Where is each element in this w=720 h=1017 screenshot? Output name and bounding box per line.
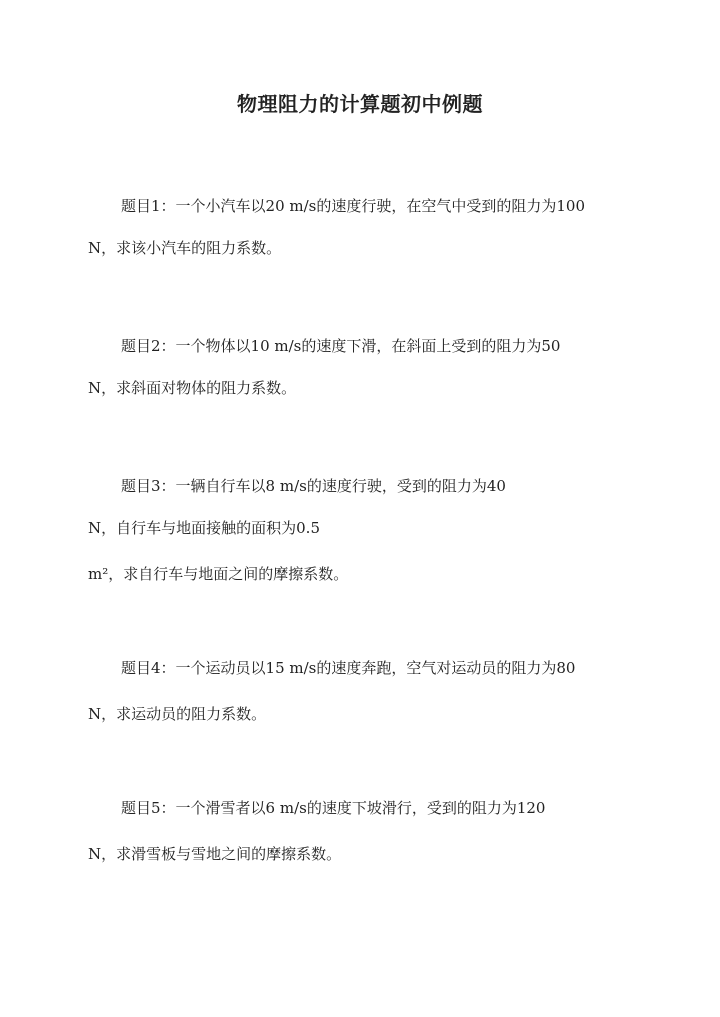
question-4-line-2: N，求运动员的阻力系数。 (88, 705, 267, 723)
question-5-line-1: 题目5：一个滑雪者以6 m/s的速度下坡滑行，受到的阻力为120 (121, 799, 546, 817)
question-5-line-2: N，求滑雪板与雪地之间的摩擦系数。 (88, 845, 342, 863)
question-3-line-2: N，自行车与地面接触的面积为0.5 (88, 519, 320, 537)
question-3-line-3: m²，求自行车与地面之间的摩擦系数。 (88, 565, 349, 583)
page-title: 物理阻力的计算题初中例题 (237, 92, 483, 116)
question-2-line-1: 题目2：一个物体以10 m/s的速度下滑，在斜面上受到的阻力为50 (121, 337, 561, 355)
question-3-line-1: 题目3：一辆自行车以8 m/s的速度行驶，受到的阻力为40 (121, 477, 506, 495)
question-1-line-1: 题目1：一个小汽车以20 m/s的速度行驶，在空气中受到的阻力为100 (121, 197, 586, 215)
question-2-line-2: N，求斜面对物体的阻力系数。 (88, 379, 297, 397)
question-1-line-2: N，求该小汽车的阻力系数。 (88, 239, 282, 257)
question-4-line-1: 题目4：一个运动员以15 m/s的速度奔跑，空气对运动员的阻力为80 (121, 659, 576, 677)
